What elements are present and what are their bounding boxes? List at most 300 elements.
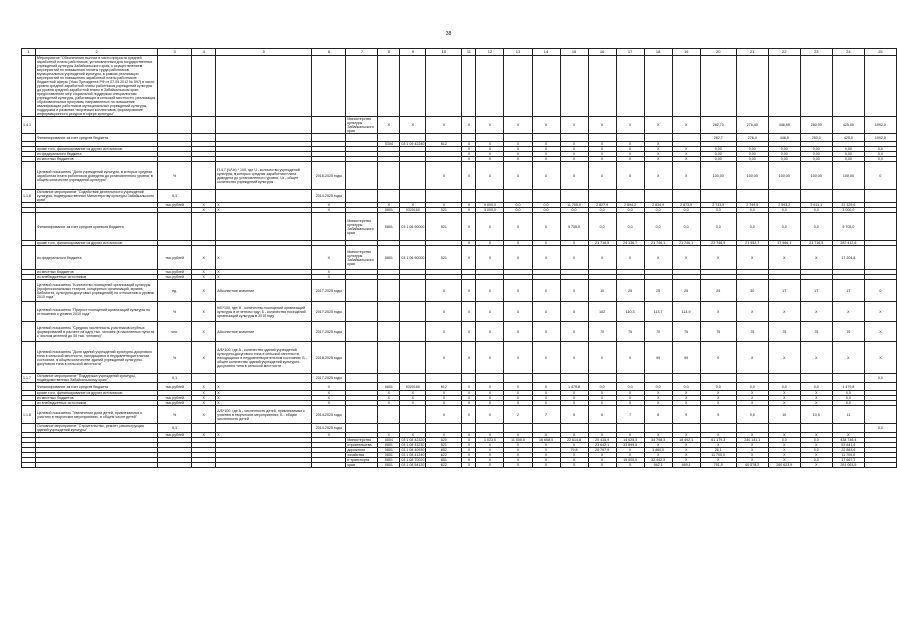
header-row (22, 49, 897, 56)
table-cell: 0,00 (700, 152, 736, 157)
table-cell (864, 463, 896, 468)
table-cell: X (700, 433, 736, 438)
table-cell (346, 190, 378, 203)
table-cell: X (504, 443, 532, 448)
table-cell: X (426, 280, 462, 302)
page-number: 38 (445, 31, 452, 37)
table-cell: X (864, 322, 896, 342)
table-cell: X (768, 443, 800, 448)
table-cell: 0320160 (400, 208, 426, 213)
table-cell (378, 424, 400, 433)
table-cell: X (800, 443, 832, 448)
table-cell: 521 (426, 213, 462, 241)
table-cell: Министерство культуры Забайкальского края (346, 213, 378, 241)
table-cell: 75 (616, 322, 644, 342)
table-cell: X (700, 458, 736, 463)
row-description-cell: Основное мероприятие "Содействие деятельности учреждений культуры, подведомственных Министерству культуры Забайкальского края" (36, 190, 158, 203)
table-cell (400, 134, 426, 142)
table-cell: 0,0 (832, 391, 864, 396)
table-cell: X (216, 208, 312, 213)
table-cell (346, 383, 378, 391)
table-cell: X (216, 391, 312, 396)
table-cell: X (476, 213, 504, 241)
table-cell: X (426, 117, 462, 134)
table-cell: X (476, 458, 504, 463)
table-cell: тыс.рублей (158, 383, 192, 391)
table-cell: X (192, 401, 216, 406)
table-cell (378, 190, 400, 203)
table-cell: X (426, 203, 462, 208)
table-cell: X (768, 391, 800, 396)
table-cell: X (476, 322, 504, 342)
table-cell: 0,0 (736, 383, 768, 391)
table-cell: К/Б*100, где: К - количество посещений организаций культуры в отчетном году; Б - количество посещений организаций культуры в 2010 году (216, 302, 312, 322)
table-cell: 0,0 (588, 208, 616, 213)
table-cell: 76 (832, 322, 864, 342)
row-description-cell: Основное мероприятие "Строительство, ремонт, реконструкция зданий учреждений культуры" (36, 424, 158, 433)
table-cell: 0,0 (616, 213, 644, 241)
table-cell (768, 374, 800, 383)
table-cell: 1 479,8 (560, 383, 588, 391)
table-cell: X (588, 147, 616, 152)
table-cell: X (192, 396, 216, 401)
table-cell: 17 966,1 (768, 241, 800, 246)
table-cell: X (504, 453, 532, 458)
table-cell: 17 667,7 (832, 458, 864, 463)
table-cell: 17 204,8 (832, 246, 864, 270)
table-cell (426, 134, 462, 142)
table-cell: 2 (504, 406, 532, 424)
table-cell (504, 134, 532, 142)
table-cell: X (532, 401, 560, 406)
table-cell: 622 (426, 453, 462, 458)
table-cell: 0,0 (864, 424, 896, 433)
table-cell (400, 374, 426, 383)
table-row (22, 424, 897, 433)
table-cell: X (644, 142, 672, 147)
table-cell: 79,8 (560, 448, 588, 453)
table-cell: X (504, 401, 532, 406)
header-cell: 2 (36, 49, 158, 56)
table-cell: 0,0 (864, 152, 896, 157)
table-cell: 21 952,7 (736, 241, 768, 246)
table-cell: 2 834,9 (644, 203, 672, 208)
row-description-cell: Финансирование за счет средств бюджета (36, 383, 158, 391)
table-cell (400, 56, 426, 117)
table-cell: 0,00 (736, 152, 768, 157)
table-cell: X (426, 391, 462, 396)
table-cell: X (532, 458, 560, 463)
row-description-cell: из федерального бюджета (36, 246, 158, 270)
table-cell: X (378, 391, 400, 396)
table-cell (378, 322, 400, 342)
table-cell (312, 56, 346, 117)
table-cell: 0,0 (560, 208, 588, 213)
table-cell (560, 56, 588, 117)
table-cell (644, 134, 672, 142)
table-cell: хозяйства (346, 453, 378, 458)
table-cell: X (462, 203, 476, 208)
table-cell: X (476, 152, 504, 157)
table-cell: X (672, 147, 700, 152)
table-cell: 17 (832, 280, 864, 302)
table-cell: 2 873,9 (672, 203, 700, 208)
table-cell: X (560, 162, 588, 190)
table-cell: 2014-2025 годы (312, 406, 346, 424)
table-cell: 0 (504, 383, 532, 391)
table-cell: X (312, 203, 346, 208)
table-cell: X (768, 453, 800, 458)
header-cell: 16 (588, 49, 616, 56)
table-cell: X (462, 438, 476, 443)
table-cell: X (644, 443, 672, 448)
table-cell: X (560, 142, 588, 147)
table-cell: 10 (768, 406, 800, 424)
table-cell: X (736, 342, 768, 374)
row-description-cell: из федерального бюджета (36, 152, 158, 157)
table-cell: 2015-2025 годы (312, 162, 346, 190)
table-cell: X (504, 152, 532, 157)
table-cell (426, 374, 462, 383)
table-cell: X (312, 433, 346, 438)
header-cell: 12 (476, 49, 504, 56)
table-cell: 0,00 (832, 152, 864, 157)
row-number-cell (22, 342, 36, 374)
table-cell: X (400, 391, 426, 396)
table-cell: 18 492,1 (672, 438, 700, 443)
table-cell: 0,0 (672, 213, 700, 241)
table-cell: X (476, 463, 504, 468)
table-cell: X (476, 443, 504, 448)
row-description-cell: Целевой показатель "Доля зданий учреждений культурно-досугового типа в сельской местности, находящихся в неудовлетворительном состоянии, в общем количестве зданий учреждений культурно-досугового типа в сельской местности" (36, 342, 158, 374)
row-description-cell: из внебюджетных источников (36, 401, 158, 406)
table-cell: 612 (426, 142, 462, 147)
table-cell: X (532, 142, 560, 147)
header-cell: 1 (22, 49, 36, 56)
table-cell: X (672, 443, 700, 448)
table-cell: 03 1 08 43230 (401, 443, 425, 447)
table-cell: 0,00 (800, 147, 832, 152)
table-cell: X (644, 157, 672, 162)
table-cell: X (476, 401, 504, 406)
table-cell: X (588, 342, 616, 374)
table-cell: 0 (462, 406, 476, 424)
row-description-cell: из местных бюджетов (36, 270, 158, 275)
table-cell: X (532, 322, 560, 342)
table-cell: X (462, 448, 476, 453)
table-cell: тыс.рублей (158, 246, 192, 270)
table-cell (644, 424, 672, 433)
table-cell: 21 746,1 (644, 241, 672, 246)
row-description-cell: Целевой показатель "Доля учреждений культуры, в которых средняя заработная плата работников доведена до установленного уровня, в общем количестве учреждений культуры" (36, 162, 158, 190)
table-cell: X (192, 433, 216, 438)
table-cell: X (800, 396, 832, 401)
table-cell: 0801 (378, 213, 400, 241)
table-cell: 16 668,0 (532, 438, 560, 443)
table-cell: X (644, 147, 672, 152)
table-cell (532, 374, 560, 383)
table-cell: 24 136,7 (616, 241, 644, 246)
table-cell: X (378, 117, 400, 134)
row-description-cell: из местных бюджетов (36, 157, 158, 162)
row-description-cell (36, 463, 158, 468)
table-cell: 75 (768, 322, 800, 342)
table-cell: X (736, 448, 768, 453)
table-cell (864, 56, 896, 117)
table-cell: 70 (588, 322, 616, 342)
table-row (22, 162, 897, 190)
table-cell: 75 (800, 322, 832, 342)
table-cell: 31 329,6 (832, 203, 864, 208)
table-cell: X (768, 342, 800, 374)
table-cell: 21 716,5 (588, 241, 616, 246)
table-cell: X (462, 246, 476, 270)
table-cell: X (700, 302, 736, 322)
table-cell (400, 280, 426, 302)
table-cell: % (158, 342, 192, 374)
table-cell: 0 (532, 383, 560, 391)
table-cell (346, 56, 378, 117)
table-cell: 521 (426, 443, 462, 448)
table-cell (462, 134, 476, 142)
table-cell: X (588, 391, 616, 396)
table-cell (216, 374, 312, 383)
header-cell: 8 (378, 49, 400, 56)
row-number-cell (22, 463, 36, 468)
table-cell: чел. (158, 322, 192, 342)
table-cell: X (672, 401, 700, 406)
table-cell: X (504, 463, 532, 468)
table-cell: 0804 (378, 438, 400, 443)
header-cell: 23 (800, 49, 832, 56)
table-cell: 9,5 (736, 406, 768, 424)
table-cell (616, 190, 644, 203)
table-cell (672, 424, 700, 433)
table-cell: X (532, 342, 560, 374)
table-cell: Абсолютное значение (216, 280, 312, 302)
table-cell: X (476, 453, 504, 458)
table-cell (462, 374, 476, 383)
table-cell: 11 (832, 406, 864, 424)
table-cell: X (504, 342, 532, 374)
row-number-cell (22, 424, 36, 433)
table-cell: 113,7 (644, 302, 672, 322)
table-cell: X (504, 162, 532, 190)
row-description-cell: Мероприятие "Обеспечение выплат в части прироста средней заработной платы работников, установленным для государственных учреждений культуры Забайкальского края, с осуществлением мероприятий по повышению оплаты труда работников муниципальных учреждений культуры, в рамках реализации мероприятий по повышению заработной платы работников бюджетной сферы (Указ Президента РФ от 07.05.2012 № 597) в части уровня средней заработной платы работников учреждений культуры до уровня средней заработной платы в Забайкальском крае; предоставление мер социальной поддержки специалистам учреждений культуры, работающих в сельской местности; реализация образовательных программ, направленных на повышение квалификации работников муниципальных учреждений культуры, поддержка и развитие творческих коллективов, формирование информационного ресурса в сфере культуры" (36, 56, 158, 117)
budget-table (21, 48, 897, 468)
table-cell: X (616, 162, 644, 190)
table-cell: 0 (700, 342, 736, 374)
table-cell (158, 213, 192, 241)
table-cell: А/Б*100, где А - численность детей, привлекаемых к участию в творческих мероприятиях; Б - общая численность детей (216, 406, 312, 424)
row-number-cell (22, 302, 36, 322)
table-cell: X (462, 152, 476, 157)
table-cell (426, 190, 462, 203)
table-cell: X (426, 322, 462, 342)
table-cell: 0 (532, 280, 560, 302)
table-cell (616, 424, 644, 433)
table-cell: X (192, 342, 216, 374)
table-cell: 1992,0 (864, 134, 896, 142)
table-cell: 0,0 (736, 213, 768, 241)
table-cell (400, 322, 426, 342)
table-cell: X (672, 246, 700, 270)
table-cell: 0,1 (158, 374, 192, 383)
row-number-cell (22, 213, 36, 241)
table-cell: 21 716,5 (800, 241, 832, 246)
table-cell (346, 424, 378, 433)
table-cell: X (462, 383, 476, 391)
table-cell: 2 749,5 (736, 203, 768, 208)
table-cell: 0,00 (700, 157, 736, 162)
table-cell: 282,70 (700, 117, 736, 134)
table-cell: X (192, 275, 216, 280)
table-cell (400, 424, 426, 433)
table-cell (462, 424, 476, 433)
table-cell: X (616, 342, 644, 374)
table-cell (346, 374, 378, 383)
table-cell: 0,0 (616, 208, 644, 213)
table-cell: 2017-2025 годы (312, 374, 346, 383)
table-cell: 250,0 (800, 134, 832, 142)
table-cell: X (312, 396, 346, 401)
table-cell: X (672, 391, 700, 396)
table-cell: X (476, 396, 504, 401)
table-cell (832, 374, 864, 383)
table-cell: 0,0 (832, 396, 864, 401)
table-cell (864, 383, 896, 391)
table-cell (800, 374, 832, 383)
table-cell: и транспорта (346, 458, 378, 463)
table-cell: X (672, 117, 700, 134)
table-cell: 0,0 (768, 438, 800, 443)
table-cell (560, 424, 588, 433)
table-cell (158, 463, 192, 468)
table-row (22, 246, 897, 270)
table-cell: 7 (532, 406, 560, 424)
table-cell: X (832, 342, 864, 374)
table-cell: 0,00 (832, 147, 864, 152)
header-cell: 4 (192, 49, 216, 56)
table-cell: X (616, 142, 644, 147)
table-cell: X (560, 401, 588, 406)
table-cell: 521 (426, 246, 462, 270)
table-cell (672, 56, 700, 117)
table-cell: X (426, 401, 462, 406)
table-cell: X (426, 342, 462, 374)
table-cell: 520 (426, 438, 462, 443)
table-cell: 425,00 (832, 117, 864, 134)
table-cell: 25 (644, 280, 672, 302)
table-cell: X (864, 302, 896, 322)
table-cell: 0801 (378, 448, 400, 453)
table-cell: 6 (588, 406, 616, 424)
table-cell (378, 162, 400, 190)
table-cell (192, 463, 216, 468)
table-cell: X (462, 241, 476, 246)
table-cell (560, 374, 588, 383)
table-cell: X (462, 401, 476, 406)
table-cell: 0,1 (158, 424, 192, 433)
table-cell: X (504, 448, 532, 453)
table-cell (216, 134, 312, 142)
table-cell: 276,4 (736, 134, 768, 142)
table-cell: X (378, 433, 400, 438)
table-cell: X (560, 396, 588, 401)
table-cell: 0,00 (700, 147, 736, 152)
table-cell: X (672, 453, 700, 458)
table-cell: 0 (864, 280, 896, 302)
table-cell: X (476, 147, 504, 152)
table-cell: X (532, 157, 560, 162)
header-cell: 3 (158, 49, 192, 56)
table-cell: X (192, 203, 216, 208)
table-cell: X (532, 213, 560, 241)
table-cell: X (560, 117, 588, 134)
table-cell: 0,0 (588, 213, 616, 241)
table-cell: 0,00 (768, 152, 800, 157)
table-cell: 3 000,0 (832, 208, 864, 213)
table-cell: X (192, 208, 216, 213)
table-cell (400, 406, 426, 424)
table-cell: 7 (616, 406, 644, 424)
table-cell: X (504, 117, 532, 134)
table-cell: 9 705,0 (560, 213, 588, 241)
table-cell: 0,0 (644, 208, 672, 213)
table-cell: 03 1 08 40930 (401, 448, 425, 452)
header-cell: 21 (736, 49, 768, 56)
table-cell: X (476, 391, 504, 396)
table-cell: 11 700,0 (832, 453, 864, 458)
header-cell: 19 (672, 49, 700, 56)
table-cell (736, 56, 768, 117)
table-cell: X (532, 391, 560, 396)
table-cell: X (532, 396, 560, 401)
table-cell: X (312, 270, 346, 275)
row-description-cell: Финансирование за счет средств бюджета (36, 134, 158, 142)
table-cell: X (616, 433, 644, 438)
table-cell: 0,0 (532, 208, 560, 213)
table-cell: 0,0 (768, 383, 800, 391)
table-cell: 469,1 (672, 463, 700, 468)
table-cell: 0,0 (800, 448, 832, 453)
row-description-cell: из внебюджетных источников (36, 275, 158, 280)
table-cell: 0 (864, 162, 896, 190)
table-cell: X (312, 383, 346, 391)
table-cell (864, 190, 896, 203)
table-cell: X (532, 463, 560, 468)
table-cell: X (462, 463, 476, 468)
table-cell: 10 (588, 280, 616, 302)
table-cell: X (588, 162, 616, 190)
table-cell (216, 117, 312, 134)
table-cell: 25 (616, 280, 644, 302)
table-cell: X (476, 448, 504, 453)
table-cell: 0,00 (800, 157, 832, 162)
table-cell: 1 479,8 (832, 383, 864, 391)
table-cell: X (400, 203, 426, 208)
table-cell: X (532, 246, 560, 270)
table-cell: 0,0 (672, 383, 700, 391)
table-cell: X (532, 448, 560, 453)
row-number-cell (22, 134, 36, 142)
table-cell: X (672, 433, 700, 438)
table-cell (312, 463, 346, 468)
table-cell: X (736, 401, 768, 406)
table-cell: X (462, 391, 476, 396)
table-cell (462, 190, 476, 203)
table-cell: 0,0 (864, 147, 896, 152)
